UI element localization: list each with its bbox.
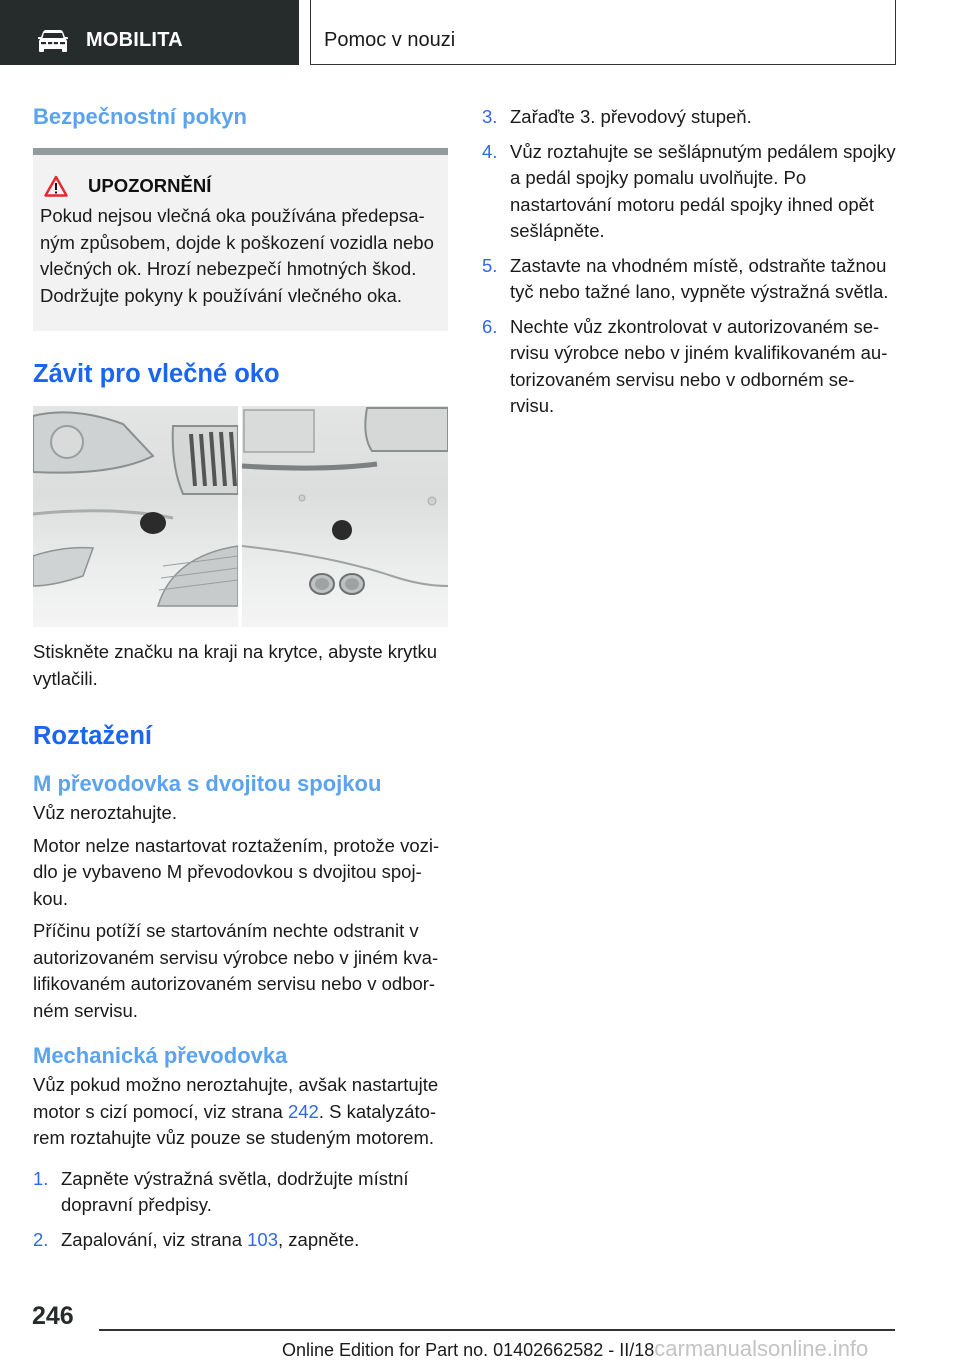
dct-paragraph-1: Vůz neroztahujte. [33,802,177,823]
step-text: Zařaďte 3. převodový stupeň. [510,106,752,127]
footer-edition: Online Edition for Part no. 01402662582 - II/18carmanualsonline.info [282,1336,869,1361]
towing-heading: Roztažení [33,722,153,750]
dct-heading: M převodovka s dvojitou spojkou [33,771,382,796]
step-text: Zastavte na vhodném místě, odstraňte tažnou tyč nebo tažné lano, vypněte výstražná světla. [510,254,889,302]
step-item [482,104,897,131]
car-icon [37,29,69,53]
step-item [482,139,897,245]
warning-text: Pokud nejsou vlečná oka používána předepsa-ným způsobem, dojde k poškození vozidla nebo vlečných ok. Hrozí nebezpečí hmotných škod. Dodržujte pokyny k používání vlečného oka. [40,205,434,306]
step-item [33,1166,448,1219]
dct-paragraph-2: Motor nelze nastartovat roztažením, protože vozi-dlo je vybaveno M převodovkou s dvojitou spoj-kou. [33,834,440,909]
step-text: Vůz roztahujte se sešlápnutým pedálem spojky a pedál spojky pomalu uvolňujte. Po nastartování motoru pedál spojky ihned opět sešlápněte. [510,140,896,241]
page-link-242[interactable]: 242 [287,1100,319,1122]
warning-label: UPOZORNĚNÍ [88,175,212,196]
figure-caption: Stiskněte značku na kraji na krytce, abyste krytku vytlačili. [33,641,438,689]
warning-triangle-icon [44,175,68,197]
step-number: 3. [482,106,498,127]
footer-rule [99,1329,895,1331]
warning-box [33,148,448,331]
section-tab [0,0,299,65]
step-number: 5. [482,254,498,276]
manual-paragraph: Vůz pokud možno neroztahujte, avšak nastartujte motor s cizí pomocí, viz strana 242. S katalyzáto-rem roztahujte vůz pouze se studeným motorem. [33,1074,439,1148]
step-item [482,253,897,306]
manual-transmission-heading: Mechanická převodovka [33,1043,288,1068]
warning-header [40,173,440,199]
steps-list-left [33,1166,448,1254]
right-column [482,104,897,428]
tow-eye-heading: Závit pro vlečné oko [33,360,280,388]
dct-paragraph-3: Příčinu potíží se startováním nechte odstranit v autorizovaném servisu výrobce nebo v jiném kva-lifikovaném autorizovaném servisu nebo v odbor-ném servisu. [33,920,439,1021]
step-item [482,314,897,420]
rear-bumper-image [242,406,448,627]
page-link-103[interactable]: 103 [247,1228,278,1250]
step-number: 1. [33,1167,49,1189]
page-number: 246 [32,1302,74,1330]
step-number: 2. [33,1228,49,1250]
step-text: Zapněte výstražná světla, dodržujte místní dopravní předpisy. [61,1167,409,1215]
step-item: 2. Zapalování, viz strana 103, zapněte. [33,1227,448,1254]
bumper-figure [33,406,448,627]
safety-heading: Bezpečnostní pokyn [33,104,247,129]
left-column [33,100,448,1261]
watermark: carmanualsonline.info [654,1336,869,1361]
step-text: Nechte vůz zkontrolovat v autorizovaném se-rvisu výrobce nebo v jiném kvalifikovaném au-torizovaném servisu nebo v odborném se-rvisu. [510,315,888,416]
chapter-title: Pomoc v nouzi [324,29,456,51]
section-title: MOBILITA [86,29,183,51]
chapter-tab [310,0,896,65]
steps-list-right [482,104,897,420]
step-number: 4. [482,140,498,162]
step-number: 6. [482,315,498,337]
front-bumper-image [33,406,238,627]
